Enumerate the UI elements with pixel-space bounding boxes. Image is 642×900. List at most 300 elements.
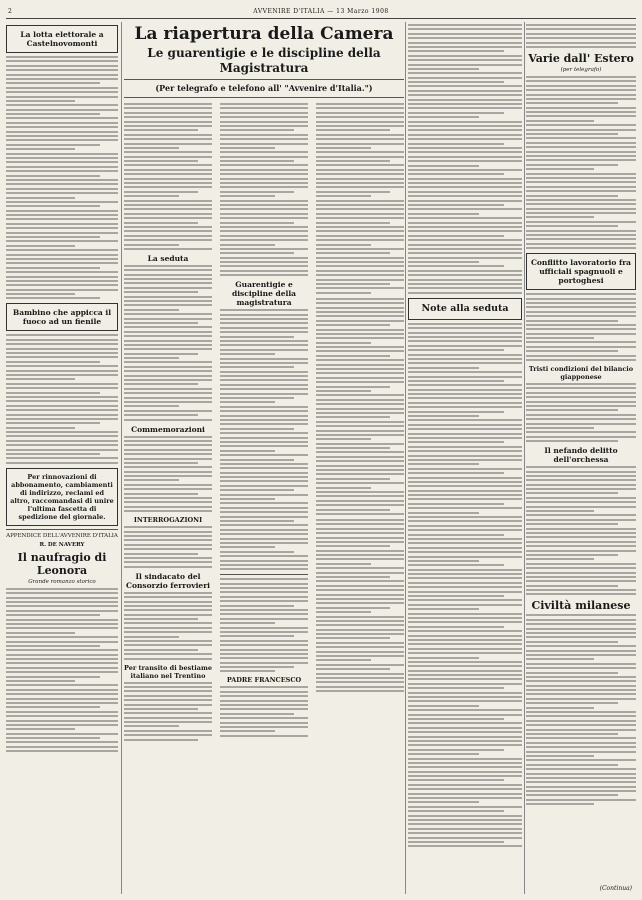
text-line [124,531,212,533]
text-line [408,129,522,131]
article-head-box [6,25,118,53]
text-line [526,698,636,700]
text-line [124,282,212,284]
text-line [124,300,212,302]
text-line [526,554,618,556]
text-line [6,69,118,71]
article-heading: Tristi condizioni del bilancio giapponese [528,365,634,382]
text-line [124,379,212,381]
article-body [526,24,636,48]
text-line [316,681,404,683]
text-line [220,498,275,500]
text-line [316,504,404,506]
text-line [124,699,212,701]
article-heading: La lotta elettorale a Castelnovomonti [20,30,104,48]
text-line [6,658,118,660]
text-line [316,519,404,521]
text-line [124,392,212,394]
text-line [408,287,522,289]
text-line [220,340,308,342]
text-line [220,730,275,732]
main-story-columns [124,101,404,801]
text-line [526,654,636,656]
text-line [6,96,118,98]
text-line [6,737,100,739]
text-line [408,332,522,334]
text-line [316,659,371,661]
text-line [408,389,522,391]
text-line [6,135,118,137]
text-line [220,147,275,149]
text-line [408,94,522,96]
column-rule [405,22,406,894]
notice-text: Per rinnovazioni di abbonamento, cambiamenti di indirizzo, reclami ed altro, raccomandasi di unire l'ultima fascetta di spedizione del giornale. [10,472,114,521]
text-line [6,179,118,181]
text-line [220,160,294,162]
text-line [316,408,404,410]
text-line [220,419,308,421]
text-line [124,510,212,512]
text-line [316,315,404,317]
text-line [526,471,636,473]
text-line [124,164,212,166]
text-line [408,604,522,606]
text-line [220,735,308,737]
text-line [6,210,118,212]
text-line [6,240,118,242]
text-line [220,480,308,482]
text-line [408,323,522,325]
text-line [220,200,308,202]
text-line [220,156,308,158]
text-line [526,328,636,330]
text-line [220,713,294,715]
text-line [6,148,75,150]
text-line [316,121,404,123]
text-line [6,352,118,354]
text-line [6,131,118,133]
text-line [408,652,522,654]
text-line [526,186,636,188]
section-heading: Commemorazioni [131,424,205,434]
text-line [6,706,100,708]
text-line [124,278,212,280]
text-line [316,381,404,383]
divider [220,574,308,575]
article-body [526,614,636,805]
text-line [526,155,636,157]
text-line [6,610,118,612]
text-line [408,534,504,536]
text-line [526,563,636,565]
text-line [124,475,212,477]
text-line [408,270,522,272]
text-line [526,208,636,210]
text-line [408,512,479,514]
text-line [220,538,308,540]
text-line [124,708,198,710]
text-line [408,648,522,650]
text-line [408,560,479,562]
article-heading: Conflitto lavoratorio fra ufficiali spagnuoli e portoghesi [530,258,632,286]
text-line [220,384,308,386]
text-line [316,642,404,644]
text-line [220,428,294,430]
text-line [408,569,522,571]
text-line [526,528,636,530]
text-line [526,737,636,739]
text-line [124,544,212,546]
text-line [526,37,636,39]
text-line [526,729,636,731]
text-line [526,550,636,552]
text-line [526,33,636,35]
text-line [6,592,118,594]
text-line [124,609,212,611]
text-line [6,746,118,748]
text-line [6,284,118,286]
text-line [408,630,522,632]
text-line [408,261,479,263]
text-line [526,359,636,361]
text-line [526,733,618,735]
text-line [220,406,308,408]
text-line [526,431,636,433]
text-line [526,293,636,295]
divider [6,529,118,530]
text-line [6,667,118,669]
text-line [6,214,118,216]
text-line [526,195,618,197]
text-line [408,327,522,329]
text-line [408,477,522,479]
article-body [316,519,404,692]
text-line [6,405,118,407]
text-line [220,502,308,504]
text-line [124,335,212,337]
text-line [220,613,308,615]
text-line [408,490,522,492]
text-line [316,487,371,489]
text-line [316,690,404,692]
text-line [124,361,212,363]
text-line [6,370,118,372]
text-line [6,636,118,638]
text-line [408,705,479,707]
text-line [408,195,522,197]
text-line [6,91,118,93]
text-line [408,248,522,250]
text-line [316,226,404,228]
text-line [526,98,636,100]
text-line [6,249,118,251]
text-line [124,501,212,503]
text-line [124,649,198,651]
subscription-notice [6,468,118,526]
story-column [220,101,308,741]
text-line [526,786,636,788]
text-line [408,516,522,518]
text-line [6,645,100,647]
feuilleton-body [6,588,118,752]
text-line [526,746,636,748]
text-line [6,166,118,168]
text-line [316,456,404,458]
text-line [526,488,636,490]
masthead-title: AVVENIRE D'ITALIA — 13 Marzo 1908 [253,8,389,15]
text-line [408,50,504,52]
text-line [526,768,636,770]
text-line [316,350,404,352]
story-column [316,101,404,696]
text-line [408,380,504,382]
text-line [220,432,308,434]
text-line [124,375,212,377]
text-line [6,427,75,429]
text-line [6,378,75,380]
text-line [6,227,118,229]
text-line [408,424,522,426]
text-line [408,591,522,593]
text-line [526,137,636,139]
text-line [220,635,294,637]
text-line [6,605,118,607]
text-line [408,727,522,729]
text-line [124,605,212,607]
text-line [220,415,308,417]
text-line [220,686,308,688]
text-line [220,722,308,724]
text-line [316,438,371,440]
text-line [408,217,522,219]
text-line [124,734,212,736]
text-line [220,331,308,333]
text-line [316,230,404,232]
text-line [124,436,212,438]
text-line [526,440,618,442]
text-line [124,357,179,359]
text-line [408,213,479,215]
text-line [316,509,390,511]
text-line [408,257,522,259]
text-line [408,577,522,579]
text-line [220,467,308,469]
text-line [124,493,198,495]
article-body [220,578,308,672]
text-line [6,276,118,278]
text-line [408,661,522,663]
article-head-box [6,303,118,331]
text-line [316,173,404,175]
text-line [526,623,636,625]
text-line [220,551,294,553]
text-line [526,85,636,87]
text-line [124,622,212,624]
section-heading: Guarentigie e discipline della magistratura [231,280,297,308]
text-line [220,476,308,478]
text-line [220,362,308,364]
text-line [316,567,404,569]
text-line [316,248,404,250]
text-line [408,393,522,395]
text-line [408,810,504,812]
text-line [408,784,522,786]
text-line [316,651,404,653]
text-line [124,138,212,140]
text-line [526,216,594,218]
text-line [220,230,308,232]
text-line [526,619,636,621]
text-line [408,46,522,48]
article-body [124,103,212,250]
text-line [316,368,404,370]
article-body [6,334,118,463]
text-line [526,803,594,805]
text-line [316,239,404,241]
text-line [408,358,522,360]
article-head-box [526,253,636,290]
text-line [124,739,198,741]
text-line [316,103,404,105]
text-line [526,589,636,591]
text-line [124,506,212,508]
text-line [408,59,522,61]
text-line [526,80,636,82]
article-body [526,76,636,249]
text-line [6,597,118,599]
text-line [408,529,522,531]
text-line [6,223,118,225]
text-line [526,641,618,643]
main-headline: La riapertura della Camera [134,24,394,44]
text-line [526,532,636,534]
text-line [526,405,636,407]
text-line [526,46,636,48]
text-line [124,244,179,246]
text-line [526,168,594,170]
text-line [408,815,522,817]
text-line [220,239,308,241]
text-line [220,587,308,589]
article-body [220,103,308,276]
text-line [316,655,404,657]
text-line [316,279,404,281]
text-line [124,304,212,306]
text-line [6,449,118,451]
text-line [220,274,308,276]
text-line [316,298,404,300]
text-line [526,120,594,122]
text-line [316,333,404,335]
text-line [316,629,404,631]
text-line [124,601,212,603]
text-line [526,536,636,538]
text-line [316,112,404,114]
section-heading: La seduta [147,253,189,263]
text-line [316,151,404,153]
text-line [220,195,275,197]
text-line [124,107,212,109]
text-line [316,160,390,162]
text-line [526,129,636,131]
text-line [124,186,212,188]
text-line [526,221,636,223]
text-line [408,230,522,232]
text-line [526,636,636,638]
text-line [408,147,522,149]
text-line [316,283,390,285]
text-line [408,345,522,347]
text-line [316,451,404,453]
text-line [316,390,371,392]
text-line [526,173,636,175]
text-line [220,349,308,351]
text-line [408,186,522,188]
text-line [526,680,636,682]
text-line [408,674,522,676]
text-line [220,657,308,659]
text-line [220,314,308,316]
page-number: 2 [8,8,13,15]
text-line [124,195,179,197]
text-line [316,677,404,679]
text-line [526,558,594,560]
text-line [526,580,636,582]
text-line [408,24,522,26]
text-line [220,116,308,118]
text-line [316,443,404,445]
continues-note: (Continua) [599,885,632,892]
text-line [408,274,522,276]
text-line [124,410,212,412]
text-line [316,532,404,534]
text-line [6,750,118,752]
text-line [6,293,75,295]
article-body [526,466,636,595]
text-line [124,479,179,481]
text-line [124,484,212,486]
text-line [6,109,118,111]
text-line [408,845,522,847]
text-line [220,270,308,272]
text-line [316,513,404,515]
text-line [220,138,308,140]
text-line [6,733,118,735]
text-line [220,121,308,123]
text-line [316,637,390,639]
text-line [408,758,522,760]
text-line [408,415,479,417]
text-line [408,837,522,839]
text-line [526,333,636,335]
text-line [408,832,522,834]
text-line [408,441,504,443]
text-line [408,828,522,830]
text-line [526,341,636,343]
text-line [408,160,522,162]
text-line [526,773,636,775]
text-line [526,315,636,317]
text-line [124,658,212,660]
text-line [220,609,308,611]
text-line [6,724,118,726]
divider [124,79,404,80]
text-line [408,459,522,461]
text-line [220,309,308,311]
text-line [408,736,522,738]
text-line [316,554,404,556]
text-line [6,720,118,722]
